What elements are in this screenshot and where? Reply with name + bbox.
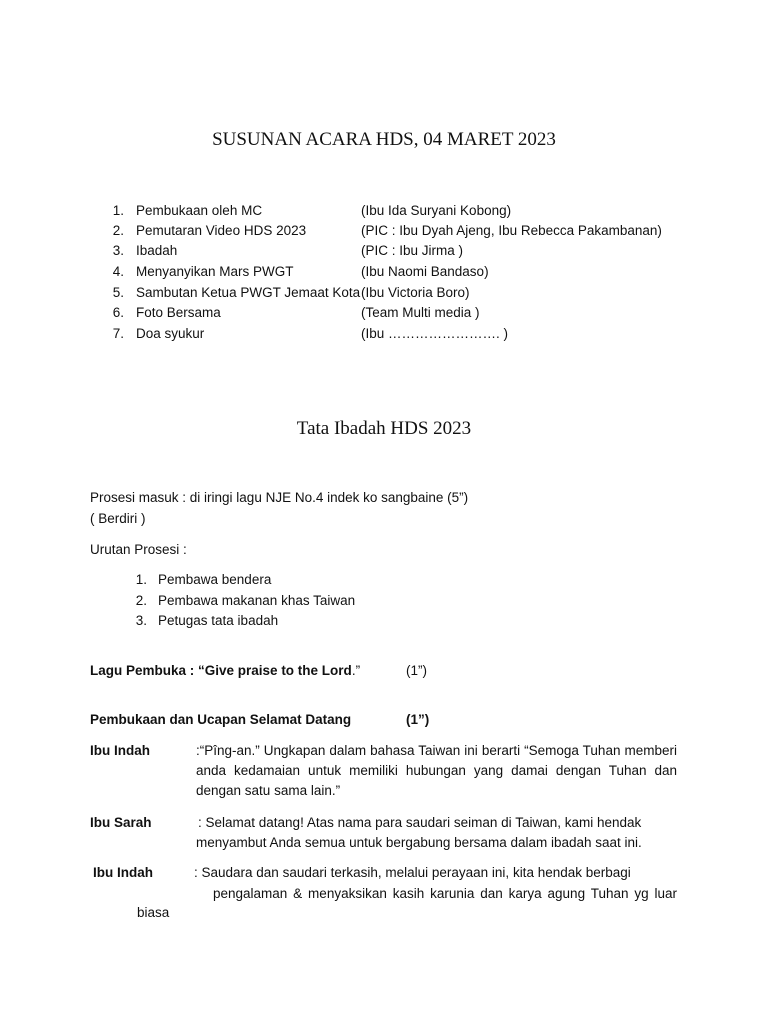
agenda-text: Menyanyikan Mars PWGT xyxy=(136,264,294,279)
agenda-text: Pemutaran Video HDS 2023 xyxy=(136,223,307,238)
list-text: Petugas tata ibadah xyxy=(158,613,279,628)
speaker-name: Ibu Sarah xyxy=(90,815,152,830)
agenda-pic: (Team Multi media ) xyxy=(361,305,480,320)
agenda-pic: (PIC : Ibu Jirma ) xyxy=(361,243,464,258)
prosesi-note: ( Berdiri ) xyxy=(90,511,146,526)
dialog-text: menyambut Anda semua untuk bergabung bersama dalam ibadah saat ini. xyxy=(196,835,642,850)
agenda-number: 1. xyxy=(112,203,124,218)
dialog-text: :“Pîng-an.” Ungkapan dalam bahasa Taiwan ini berarti “Semoga Tuhan memberi anda kedamaian untuk memiliki hubungan yang damai dengan Tuhan dan dengan satu sama lain.” xyxy=(196,743,677,798)
lagu-pembuka xyxy=(90,663,360,678)
document-title: SUSUNAN ACARA HDS, 04 MARET 2023 xyxy=(212,129,556,150)
dialog-text: : Selamat datang! Atas nama para saudari seiman di Taiwan, kami hendak xyxy=(198,815,642,830)
agenda-number: 4. xyxy=(112,264,124,279)
list-text: Pembawa bendera xyxy=(158,572,272,587)
list-number: 2. xyxy=(135,593,147,608)
lagu-time: (1”) xyxy=(406,663,427,678)
agenda-text: Ibadah xyxy=(136,243,178,258)
agenda-text: Foto Bersama xyxy=(136,305,221,320)
list-number: 3. xyxy=(135,613,147,628)
pembukaan-time: (1”) xyxy=(406,712,430,727)
prosesi-line: Prosesi masuk : di iringi lagu NJE No.4 indek ko sangbaine (5”) xyxy=(90,490,469,505)
agenda-pic: (PIC : Ibu Dyah Ajeng, Ibu Rebecca Pakambanan) xyxy=(361,223,662,238)
agenda-number: 5. xyxy=(112,285,124,300)
dialog-text: : Saudara dan saudari terkasih, melalui perayaan ini, kita hendak berbagi xyxy=(194,865,631,880)
agenda-pic: (Ibu Victoria Boro) xyxy=(361,285,470,300)
agenda-number: 7. xyxy=(112,326,124,341)
agenda-pic: (Ibu Naomi Bandaso) xyxy=(361,264,489,279)
agenda-number: 6. xyxy=(112,305,124,320)
list-text: Pembawa makanan khas Taiwan xyxy=(158,593,356,608)
lagu-suffix: .” xyxy=(351,663,361,678)
pembukaan-label: Pembukaan dan Ucapan Selamat Datang xyxy=(90,712,352,727)
agenda-number: 2. xyxy=(112,223,124,238)
agenda-text: Pembukaan oleh MC xyxy=(136,203,263,218)
urutan-label: Urutan Prosesi : xyxy=(90,542,187,557)
speaker-name: Ibu Indah xyxy=(93,865,153,880)
dialog-text: pengalaman & menyaksikan kasih karunia dan karya agung Tuhan yg luar xyxy=(213,886,677,901)
agenda-text: Sambutan Ketua PWGT Jemaat Kota xyxy=(136,285,361,300)
agenda-text: Doa syukur xyxy=(136,326,205,341)
agenda-pic: (Ibu Ida Suryani Kobong) xyxy=(361,203,512,218)
list-number: 1. xyxy=(135,572,147,587)
speaker-name: Ibu Indah xyxy=(90,743,150,758)
agenda-number: 3. xyxy=(112,243,124,258)
dialog-text: biasa xyxy=(137,905,170,920)
lagu-label: Lagu Pembuka : “Give praise to the Lord xyxy=(90,663,352,678)
section-title: Tata Ibadah HDS 2023 xyxy=(296,418,472,439)
agenda-pic: (Ibu ……………………. ) xyxy=(361,326,509,341)
